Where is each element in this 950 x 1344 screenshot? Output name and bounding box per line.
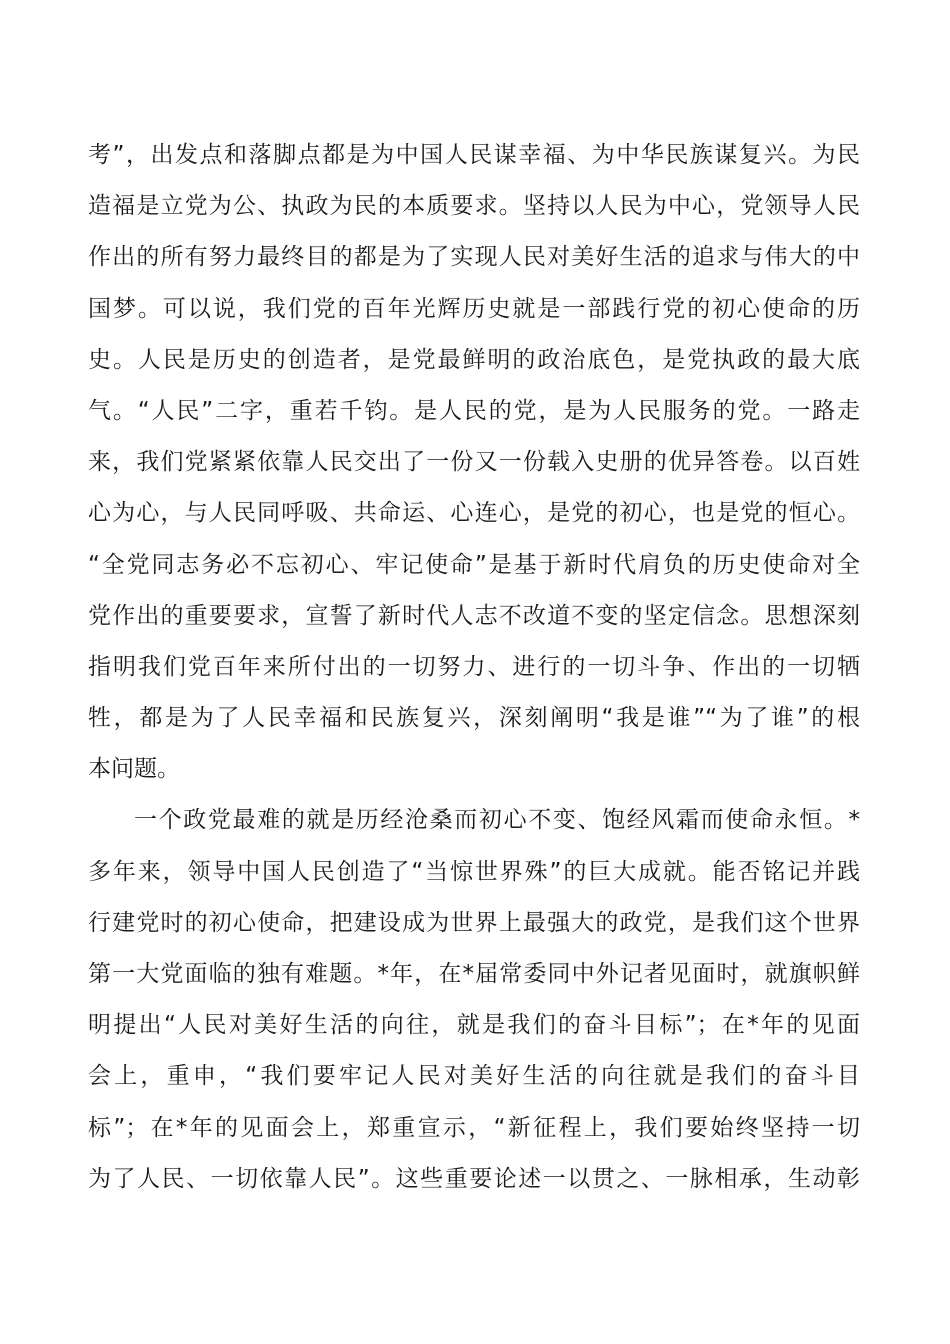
paragraph-2 — [88, 795, 860, 1205]
text-line: “全党同志务必不忘初心、牢记使命”是基于新时代肩负的历史使命对全 — [88, 551, 860, 578]
text-line: 来，我们党紧紧依靠人民交出了一份又一份载入史册的优异答卷。以百姓 — [88, 449, 860, 476]
text-line: 会上，重申，“我们要牢记人民对美好生活的向往就是我们的奋斗目 — [88, 1063, 860, 1090]
text-line: 指明我们党百年来所付出的一切努力、进行的一切斗争、作出的一切牺 — [88, 653, 860, 680]
text-line: 行建党时的初心使命，把建设成为世界上最强大的政党，是我们这个世界 — [88, 909, 860, 936]
text-line: 本问题。 — [88, 756, 180, 783]
text-line: 心为心，与人民同呼吸、共命运、心连心，是党的初心，也是党的恒心。 — [88, 500, 860, 527]
text-line: 为了人民、一切依靠人民”。这些重要论述一以贯之、一脉相承，生动彰 — [88, 1165, 860, 1192]
text-line: 明提出“人民对美好生活的向往，就是我们的奋斗目标”；在*年的见面 — [88, 1012, 860, 1039]
text-line: 国梦。可以说，我们党的百年光辉历史就是一部践行党的初心使命的历 — [88, 295, 860, 322]
text-line: 牲，都是为了人民幸福和民族复兴，深刻阐明“我是谁”“为了谁”的根 — [88, 705, 860, 732]
text-line: 气。“人民”二字，重若千钧。是人民的党，是为人民服务的党。一路走 — [88, 397, 860, 424]
text-line: 一个政党最难的就是历经沧桑而初心不变、饱经风霜而使命永恒。* — [134, 807, 860, 834]
text-line: 党作出的重要要求，宣誓了新时代人志不改道不变的坚定信念。思想深刻 — [88, 602, 860, 629]
text-line: 标”；在*年的见面会上，郑重宣示，“新征程上，我们要始终坚持一切 — [88, 1114, 860, 1141]
text-line: 作出的所有努力最终目的都是为了实现人民对美好生活的追求与伟大的中 — [88, 244, 860, 271]
paragraph-1 — [88, 130, 860, 795]
text-line: 第一大党面临的独有难题。*年，在*届常委同中外记者见面时，就旗帜鲜 — [88, 961, 860, 987]
text-line: 造福是立党为公、执政为民的本质要求。坚持以人民为中心，党领导人民 — [88, 193, 860, 220]
document-body — [88, 130, 860, 1205]
text-line: 多年来，领导中国人民创造了“当惊世界殊”的巨大成就。能否铭记并践 — [88, 858, 860, 885]
text-line: 史。人民是历史的创造者，是党最鲜明的政治底色，是党执政的最大底 — [88, 346, 860, 373]
text-line: 考”，出发点和落脚点都是为中国人民谋幸福、为中华民族谋复兴。为民 — [88, 142, 860, 168]
